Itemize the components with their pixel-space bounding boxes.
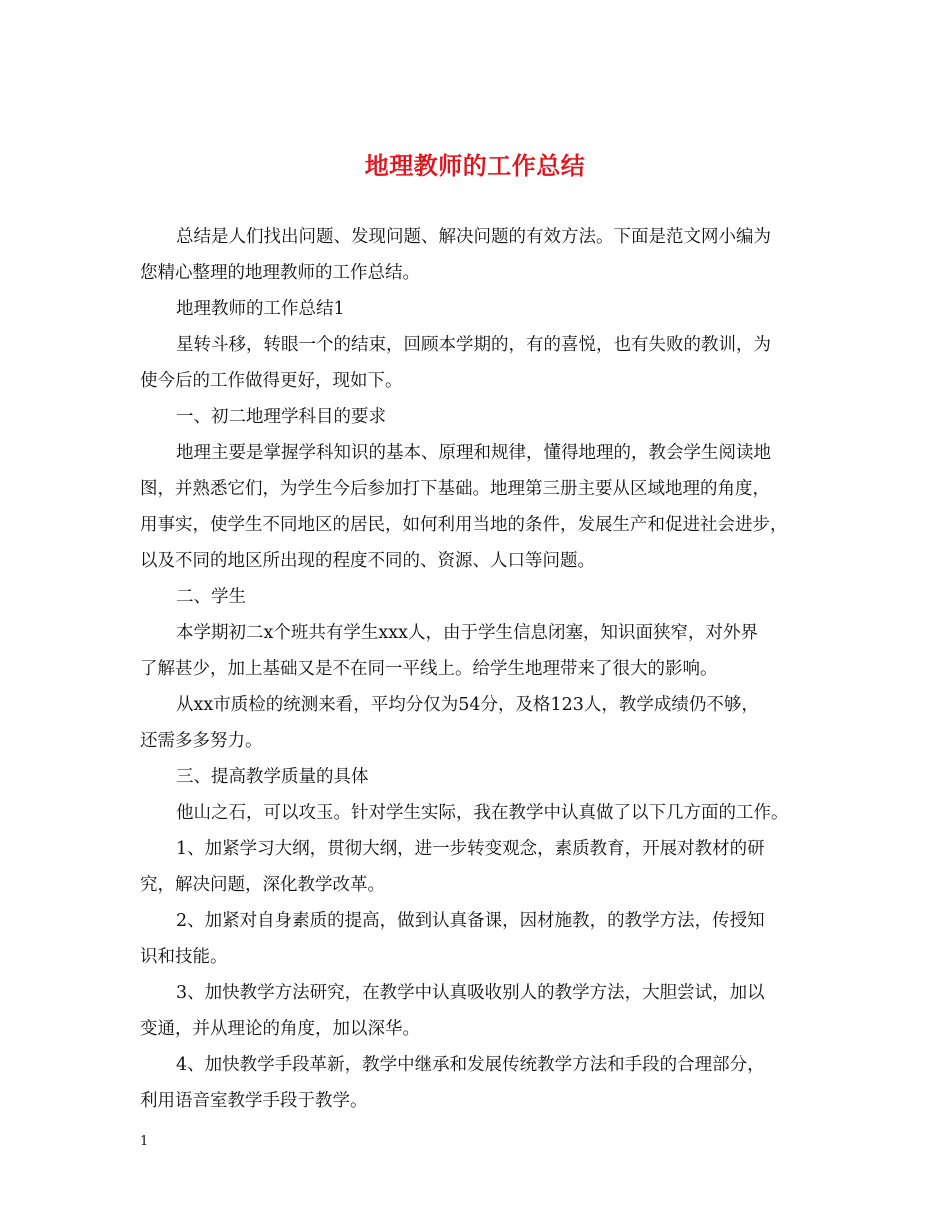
paragraph bbox=[140, 903, 830, 975]
paragraph bbox=[140, 687, 830, 759]
paragraph bbox=[140, 1047, 830, 1119]
text-line: 识和技能。 bbox=[140, 947, 228, 967]
text-line: 变通，并从理论的角度，加以深华。 bbox=[140, 1019, 420, 1039]
text-line: 地理教师的工作总结1 bbox=[176, 299, 345, 319]
text-line: 2、加紧对自身素质的提高，做到认真备课，因材施教，的教学方法，传授知 bbox=[176, 911, 765, 931]
paragraph bbox=[140, 327, 830, 399]
text-line: 了解甚少，加上基础又是不在同一平线上。给学生地理带来了很大的影响。 bbox=[140, 659, 718, 679]
text-line: 还需多多努力。 bbox=[140, 731, 263, 751]
paragraph bbox=[140, 831, 830, 903]
paragraph bbox=[140, 291, 830, 327]
paragraph bbox=[140, 975, 830, 1047]
paragraph bbox=[140, 615, 830, 687]
text-line: 您精心整理的地理教师的工作总结。 bbox=[140, 263, 420, 283]
text-line: 一、初二地理学科目的要求 bbox=[176, 407, 386, 427]
paragraph bbox=[140, 399, 830, 435]
text-line: 图，并熟悉它们，为学生今后参加打下基础。地理第三册主要从区域地理的角度， bbox=[140, 479, 770, 499]
document-body bbox=[140, 219, 830, 1119]
text-line: 3、加快教学方法研究，在教学中认真吸收别人的教学方法，大胆尝试，加以 bbox=[176, 983, 765, 1003]
paragraph bbox=[140, 795, 830, 831]
text-line: 以及不同的地区所出现的程度不同的、资源、人口等问题。 bbox=[140, 551, 595, 571]
paragraph bbox=[140, 435, 830, 579]
text-line: 本学期初二x个班共有学生xxx人，由于学生信息闭塞，知识面狭窄，对外界 bbox=[176, 623, 758, 643]
paragraph bbox=[140, 219, 830, 291]
page-number: 1 bbox=[140, 1134, 149, 1149]
text-line: 他山之石，可以攻玉。针对学生实际，我在教学中认真做了以下几方面的工作。 bbox=[176, 803, 789, 823]
text-line: 三、提高教学质量的具体 bbox=[176, 767, 369, 787]
text-line: 从xx市质检的统测来看，平均分仅为54分，及格123人，教学成绩仍不够， bbox=[176, 695, 759, 715]
text-line: 地理主要是掌握学科知识的基本、原理和规律，懂得地理的，教会学生阅读地 bbox=[176, 443, 771, 463]
paragraph bbox=[140, 759, 830, 795]
paragraph bbox=[140, 579, 830, 615]
text-line: 用事实，使学生不同地区的居民，如何利用当地的条件，发展生产和促进社会进步， bbox=[140, 515, 788, 535]
text-line: 使今后的工作做得更好，现如下。 bbox=[140, 371, 403, 391]
text-line: 二、学生 bbox=[176, 587, 246, 607]
text-line: 星转斗移，转眼一个的结束，回顾本学期的，有的喜悦，也有失败的教训，为 bbox=[176, 335, 771, 355]
text-line: 总结是人们找出问题、发现问题、解决问题的有效方法。下面是范文网小编为 bbox=[176, 227, 771, 247]
text-line: 4、加快教学手段革新，教学中继承和发展传统教学方法和手段的合理部分， bbox=[176, 1055, 765, 1075]
text-line: 1、加紧学习大纲，贯彻大纲，进一步转变观念，素质教育，开展对教材的研 bbox=[176, 839, 765, 859]
document-title: 地理教师的工作总结 bbox=[364, 151, 586, 180]
text-line: 利用语音室教学手段于教学。 bbox=[140, 1091, 368, 1111]
text-line: 究，解决问题，深化教学改革。 bbox=[140, 875, 385, 895]
